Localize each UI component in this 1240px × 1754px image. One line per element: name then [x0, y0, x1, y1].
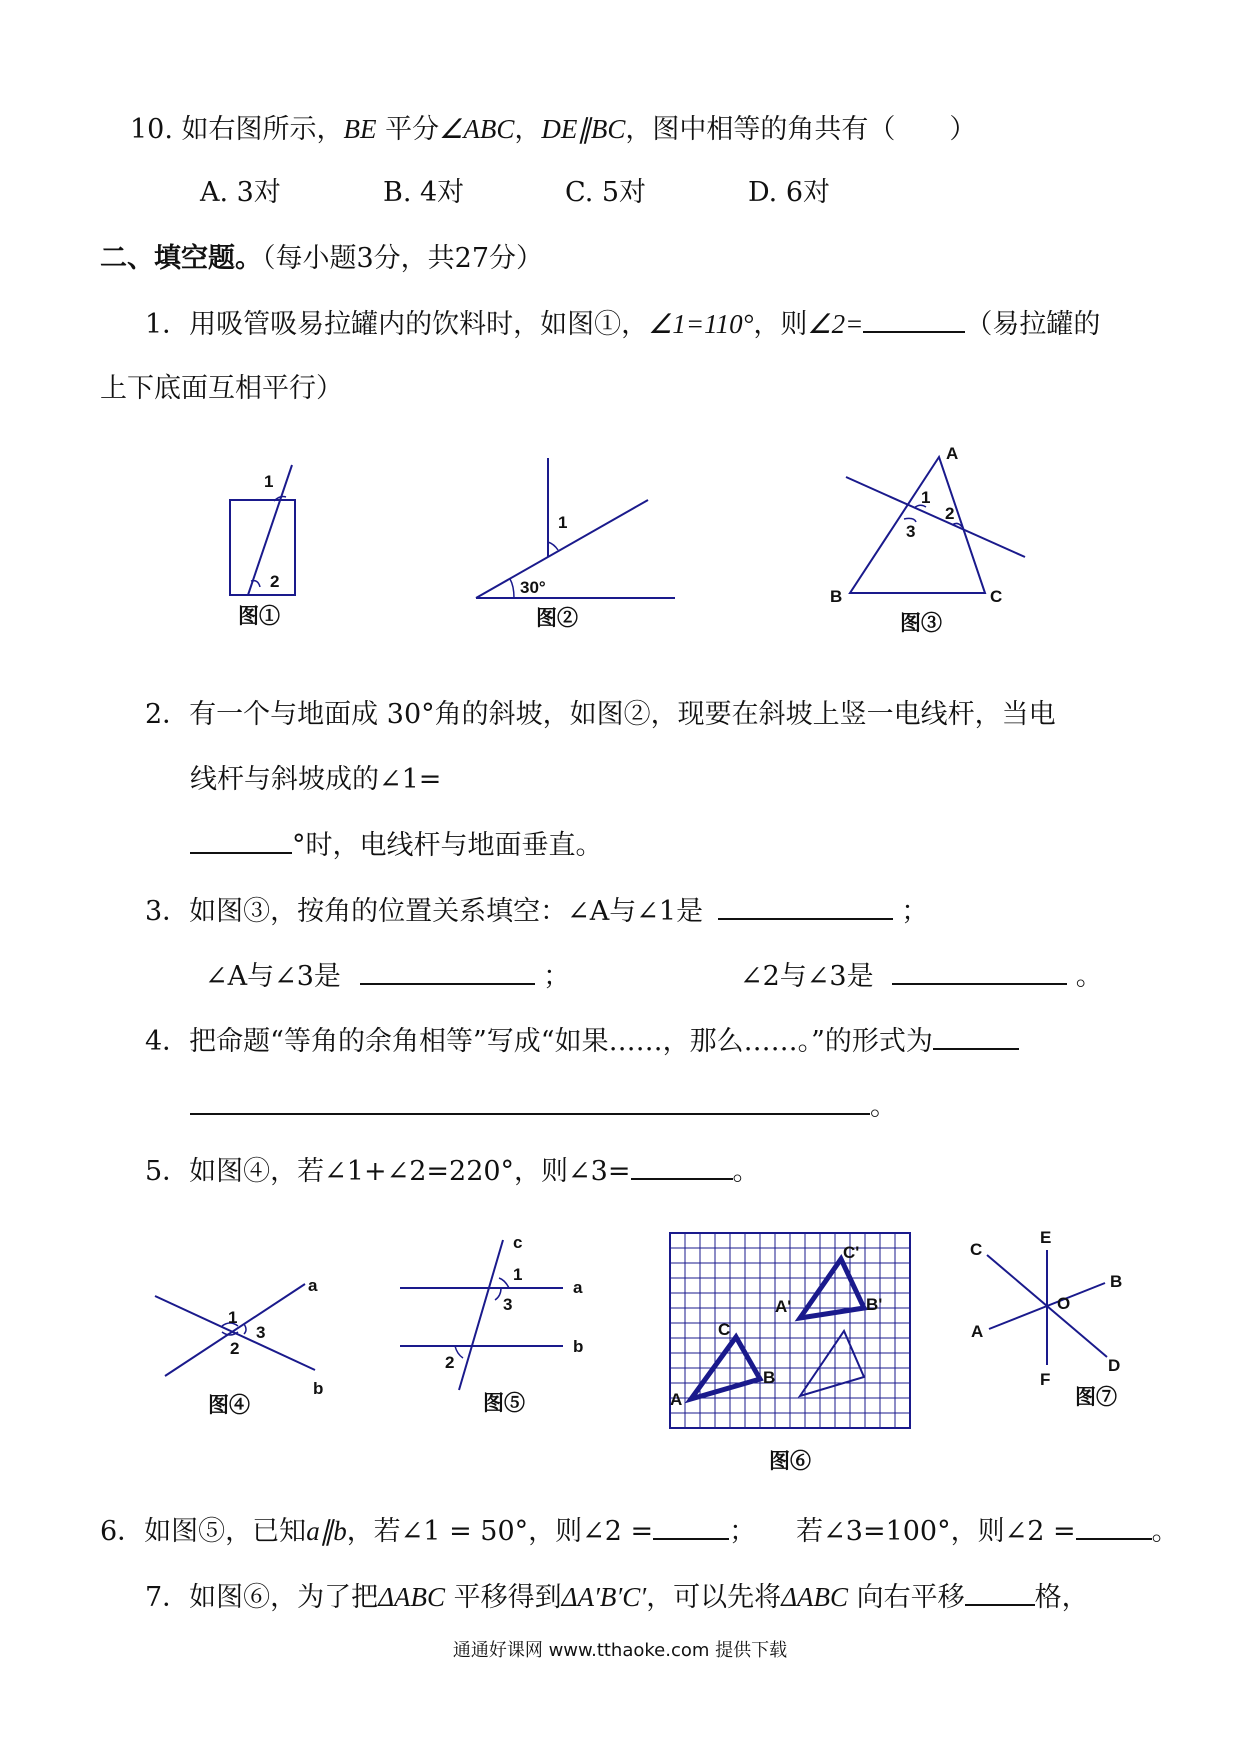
fig5-label-2: 2: [445, 1353, 455, 1372]
fig4-label-1: 1: [228, 1308, 238, 1327]
q5-line: [145, 1155, 760, 1189]
q2-line1: 2．有一个与地面成 30°角的斜坡，如图②，现要在斜坡上竖一电线杆，当电: [145, 699, 1056, 730]
fig4-label-b: b: [313, 1379, 324, 1398]
q3-semi-1: ；: [901, 896, 929, 927]
fig6-caption: 图⑥: [769, 1450, 811, 1473]
fig2-caption: 图②: [536, 607, 578, 630]
q1-line1: [145, 307, 1100, 342]
section2-note: （每小题3分，共27分）: [262, 243, 544, 274]
q6-pre: 6．如图⑤，已知: [100, 1516, 307, 1547]
fig2-angle30-arc: [510, 579, 514, 598]
q7-line: [145, 1580, 1089, 1615]
fig4-label-a: a: [308, 1276, 318, 1295]
q1-angle2: ∠2=: [807, 309, 864, 339]
q2-line3-text: °时，电线杆与地面垂直。: [292, 830, 603, 861]
fig5-label-1: 1: [513, 1265, 523, 1284]
q10-bisect: 平分: [376, 114, 440, 145]
fig5-label-c: c: [513, 1233, 523, 1252]
q3-a3: ∠A与∠3是: [205, 961, 341, 992]
fig3-label-1: 1: [921, 488, 931, 507]
fig5-label-3: 3: [503, 1295, 513, 1314]
fig6-label-C: C: [718, 1320, 731, 1339]
fig3-caption: 图③: [900, 612, 942, 635]
q3-line3: [740, 960, 1103, 994]
q7-t2: ΔA′B′C′: [561, 1582, 647, 1612]
q5-text: 5．如图④，若∠1+∠2=220°，则∠3=: [145, 1156, 631, 1187]
fig3-label-A: A: [946, 445, 959, 463]
fig6-label-C1: C': [843, 1243, 860, 1262]
fig6-label-A1: A': [775, 1297, 792, 1316]
fig1-label-2: 2: [270, 572, 280, 591]
fig7-label-O: O: [1057, 1294, 1071, 1313]
q3-blank-1[interactable]: [718, 896, 893, 920]
q1-line2: 上下底面互相平行）: [100, 373, 343, 404]
fig6-label-B: B: [763, 1368, 776, 1387]
q10-option-b[interactable]: B. 4对: [383, 177, 465, 208]
fig3-label-3: 3: [906, 522, 916, 541]
fig6-triangle-outline: [800, 1331, 864, 1396]
q6-mid: ，若∠1 = 50°，则∠2 =: [346, 1516, 654, 1547]
q10-number: 10.: [130, 114, 173, 145]
q1-answer-blank[interactable]: [863, 309, 965, 333]
q1-pre: 1．用吸管吸易拉罐内的饮料时，如图①，: [145, 309, 649, 340]
figure-3: [820, 445, 1030, 645]
q3-semi-2: ；: [543, 961, 571, 992]
q7-blank[interactable]: [965, 1582, 1035, 1606]
fig3-label-2: 2: [945, 504, 955, 523]
fig2-label-1: 1: [558, 513, 568, 532]
fig6-triangle-A1B1C1: [800, 1259, 864, 1318]
section2-title: 二、填空题。: [100, 243, 262, 274]
fig4-label-2: 2: [230, 1339, 240, 1358]
fig3-triangle: [850, 457, 985, 593]
q3-blank-2[interactable]: [360, 961, 535, 985]
q4-line1-text: 4．把命题“等角的余角相等”写成“如果……，那么……。”的形式为: [145, 1026, 933, 1057]
q6-end: 。: [1151, 1516, 1179, 1547]
fig4-caption: 图④: [208, 1394, 250, 1417]
fig1-can-rect: [230, 500, 295, 595]
q7-mid: 平移得到: [445, 1582, 562, 1613]
figure-4: [150, 1260, 350, 1420]
q1-post: （易拉罐的: [965, 309, 1101, 340]
q5-answer-blank[interactable]: [631, 1156, 733, 1180]
q3-line2: [205, 960, 570, 994]
fig7-label-F: F: [1040, 1370, 1051, 1389]
q6-semi: ；: [729, 1516, 757, 1547]
q1-angle1: ∠1=110°: [648, 309, 754, 339]
fig5-label-a: a: [573, 1278, 583, 1297]
q3-line1: [145, 895, 928, 929]
q7-t3: ΔABC: [781, 1582, 849, 1612]
figure-6: [665, 1228, 915, 1478]
q3-end: 。: [1075, 961, 1103, 992]
fig7-label-E: E: [1040, 1228, 1052, 1247]
fig7-label-B: B: [1110, 1272, 1123, 1291]
fig2-angle1-arc: [548, 542, 558, 550]
fig5-label-b: b: [573, 1337, 584, 1356]
fig7-caption: 图⑦: [1075, 1386, 1117, 1409]
q10-pre: 如右图所示，: [181, 114, 344, 145]
fig4-line-a: [165, 1284, 305, 1376]
fig3-label-C: C: [990, 587, 1003, 606]
q7-pre: 7．如图⑥，为了把: [145, 1582, 379, 1613]
fig4-label-3: 3: [256, 1323, 266, 1342]
q10-option-c[interactable]: C. 5对: [565, 177, 647, 208]
fig3-transversal: [846, 477, 1025, 557]
fig7-label-C: C: [970, 1240, 983, 1259]
figure-1: [220, 455, 310, 635]
q1-mid: ，则: [753, 309, 808, 340]
q10-stem: [130, 112, 976, 147]
fig5-transversal-c: [459, 1240, 503, 1390]
q6-ab: a∥b: [306, 1516, 347, 1546]
fig7-label-A: A: [971, 1322, 984, 1341]
fig6-grid: [670, 1233, 910, 1428]
fig7-label-D: D: [1108, 1356, 1121, 1375]
fig5-angle1-arc: [499, 1278, 509, 1288]
section2-heading: [100, 242, 543, 276]
fig1-label-1: 1: [264, 472, 274, 491]
fig1-caption: 图①: [238, 605, 280, 628]
q3-a23: ∠2与∠3是: [740, 961, 874, 992]
q10-de-bc: DE∥BC: [541, 114, 626, 144]
q4-blank-2[interactable]: [190, 1091, 870, 1115]
page-footer: 通通好课网 www.tthaoke.com 提供下载: [452, 1640, 788, 1661]
q4-line1: [145, 1025, 1019, 1059]
q2-answer-blank[interactable]: [190, 830, 292, 854]
q6-blank-1[interactable]: [653, 1516, 729, 1540]
figure-2: [470, 450, 680, 635]
q10-comma: ，: [514, 114, 542, 145]
q2-line2: 线杆与斜坡成的∠1=: [190, 764, 442, 795]
q10-abc: ∠ABC: [439, 114, 515, 144]
figure-7: [955, 1225, 1155, 1420]
q3-line1-text: 3．如图③，按角的位置关系填空：∠A与∠1是: [145, 896, 704, 927]
q4-line2: [190, 1090, 897, 1124]
q10-be: BE: [343, 114, 377, 144]
q4-blank-1[interactable]: [933, 1026, 1019, 1050]
q7-end: 格，: [1034, 1582, 1089, 1613]
fig6-label-A: A: [670, 1390, 683, 1409]
q4-end: 。: [870, 1091, 897, 1122]
q10-option-a[interactable]: A. 3对: [200, 177, 281, 208]
figure-5: [395, 1230, 605, 1425]
q6-mid2: 若∠3=100°，则∠2 =: [796, 1516, 1076, 1547]
q10-option-d[interactable]: D. 6对: [748, 177, 831, 208]
q5-end: 。: [732, 1156, 760, 1187]
fig5-caption: 图⑤: [483, 1392, 525, 1415]
q7-mid2: ，可以先将: [646, 1582, 782, 1613]
q2-line3: [190, 829, 603, 863]
fig5-angle3-arc: [495, 1288, 501, 1300]
fig5-angle2-arc: [455, 1346, 463, 1358]
q6-line: [100, 1514, 1179, 1549]
q7-t1: ΔABC: [378, 1582, 446, 1612]
q10-post: ，图中相等的角共有（ ）: [625, 114, 977, 145]
fig6-label-B1: B': [866, 1295, 883, 1314]
q6-blank-2[interactable]: [1076, 1516, 1152, 1540]
fig4-angle3-arc: [244, 1324, 246, 1334]
fig2-label-30: 30°: [520, 578, 546, 597]
q3-blank-3[interactable]: [892, 961, 1067, 985]
q7-post: 向右平移: [848, 1582, 965, 1613]
fig3-label-B: B: [830, 587, 843, 606]
